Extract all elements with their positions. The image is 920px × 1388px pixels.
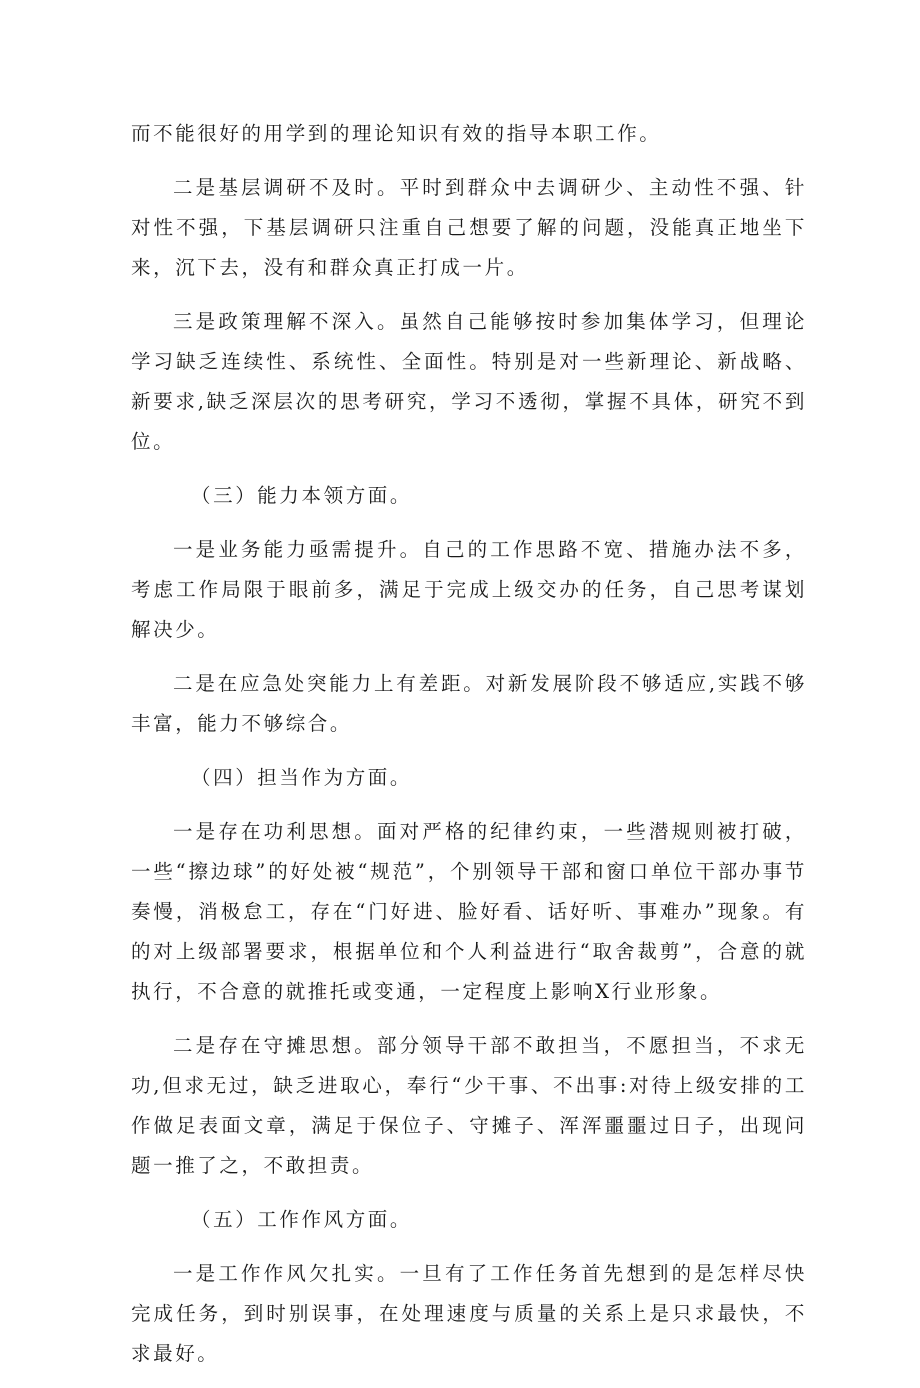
paragraph-utilitarian-thinking: 一是存在功利思想。面对严格的纪律约束，一些潜规则被打破，一些“擦边球”的好处被“规范”，个别领导干部和窗口单位干部办事节奏慢，消极怠工，存在“门好进、脸好看、话好听、事难办”现象。有的对上级部署要求，根据单位和个人利益进行“取舍裁剪”，合意的就执行，不合意的就推托或变通，一定程度上影响X行业形象。	[131, 820, 807, 1003]
section-heading-responsibility: （四）担当作为方面。	[191, 766, 413, 789]
paragraph-status-quo-thinking: 二是存在守摊思想。部分领导干部不敢担当，不愿担当，不求无功,但求无过，缺乏进取心，奉行“少干事、不出事:对待上级安排的工作做足表面文章，满足于保位子、守摊子、浑浑噩噩过日子，出现问题一推了之，不敢担责。	[131, 1034, 807, 1177]
paragraph-work-style: 一是工作作风欠扎实。一旦有了工作任务首先想到的是怎样尽快完成任务，到时别误事，在处理速度与质量的关系上是只求最快，不求最好。	[131, 1262, 807, 1365]
document-body	[131, 114, 807, 1388]
paragraph-business-ability: 一是业务能力亟需提升。自己的工作思路不宽、措施办法不多，考虑工作局限于眼前多，满足于完成上级交办的任务，自己思考谋划解决少。	[131, 538, 807, 641]
section-heading-work-style: （五）工作作风方面。	[191, 1208, 413, 1231]
section-heading-ability: （三）能力本领方面。	[191, 484, 413, 507]
paragraph-emergency-response: 二是在应急处突能力上有差距。对新发展阶段不够适应,实践不够丰富，能力不够综合。	[131, 672, 807, 735]
paragraph-policy-understanding: 三是政策理解不深入。虽然自己能够按时参加集体学习，但理论学习缺乏连续性、系统性、全面性。特别是对一些新理论、新战略、新要求,缺乏深层次的思考研究，学习不透彻，掌握不具体，研究不到位。	[131, 310, 807, 453]
paragraph-grassroots-research: 二是基层调研不及时。平时到群众中去调研少、主动性不强、针对性不强，下基层调研只注重自己想要了解的问题，没能真正地坐下来，沉下去，没有和群众真正打成一片。	[131, 176, 807, 279]
paragraph-continuation: 而不能很好的用学到的理论知识有效的指导本职工作。	[131, 122, 662, 145]
